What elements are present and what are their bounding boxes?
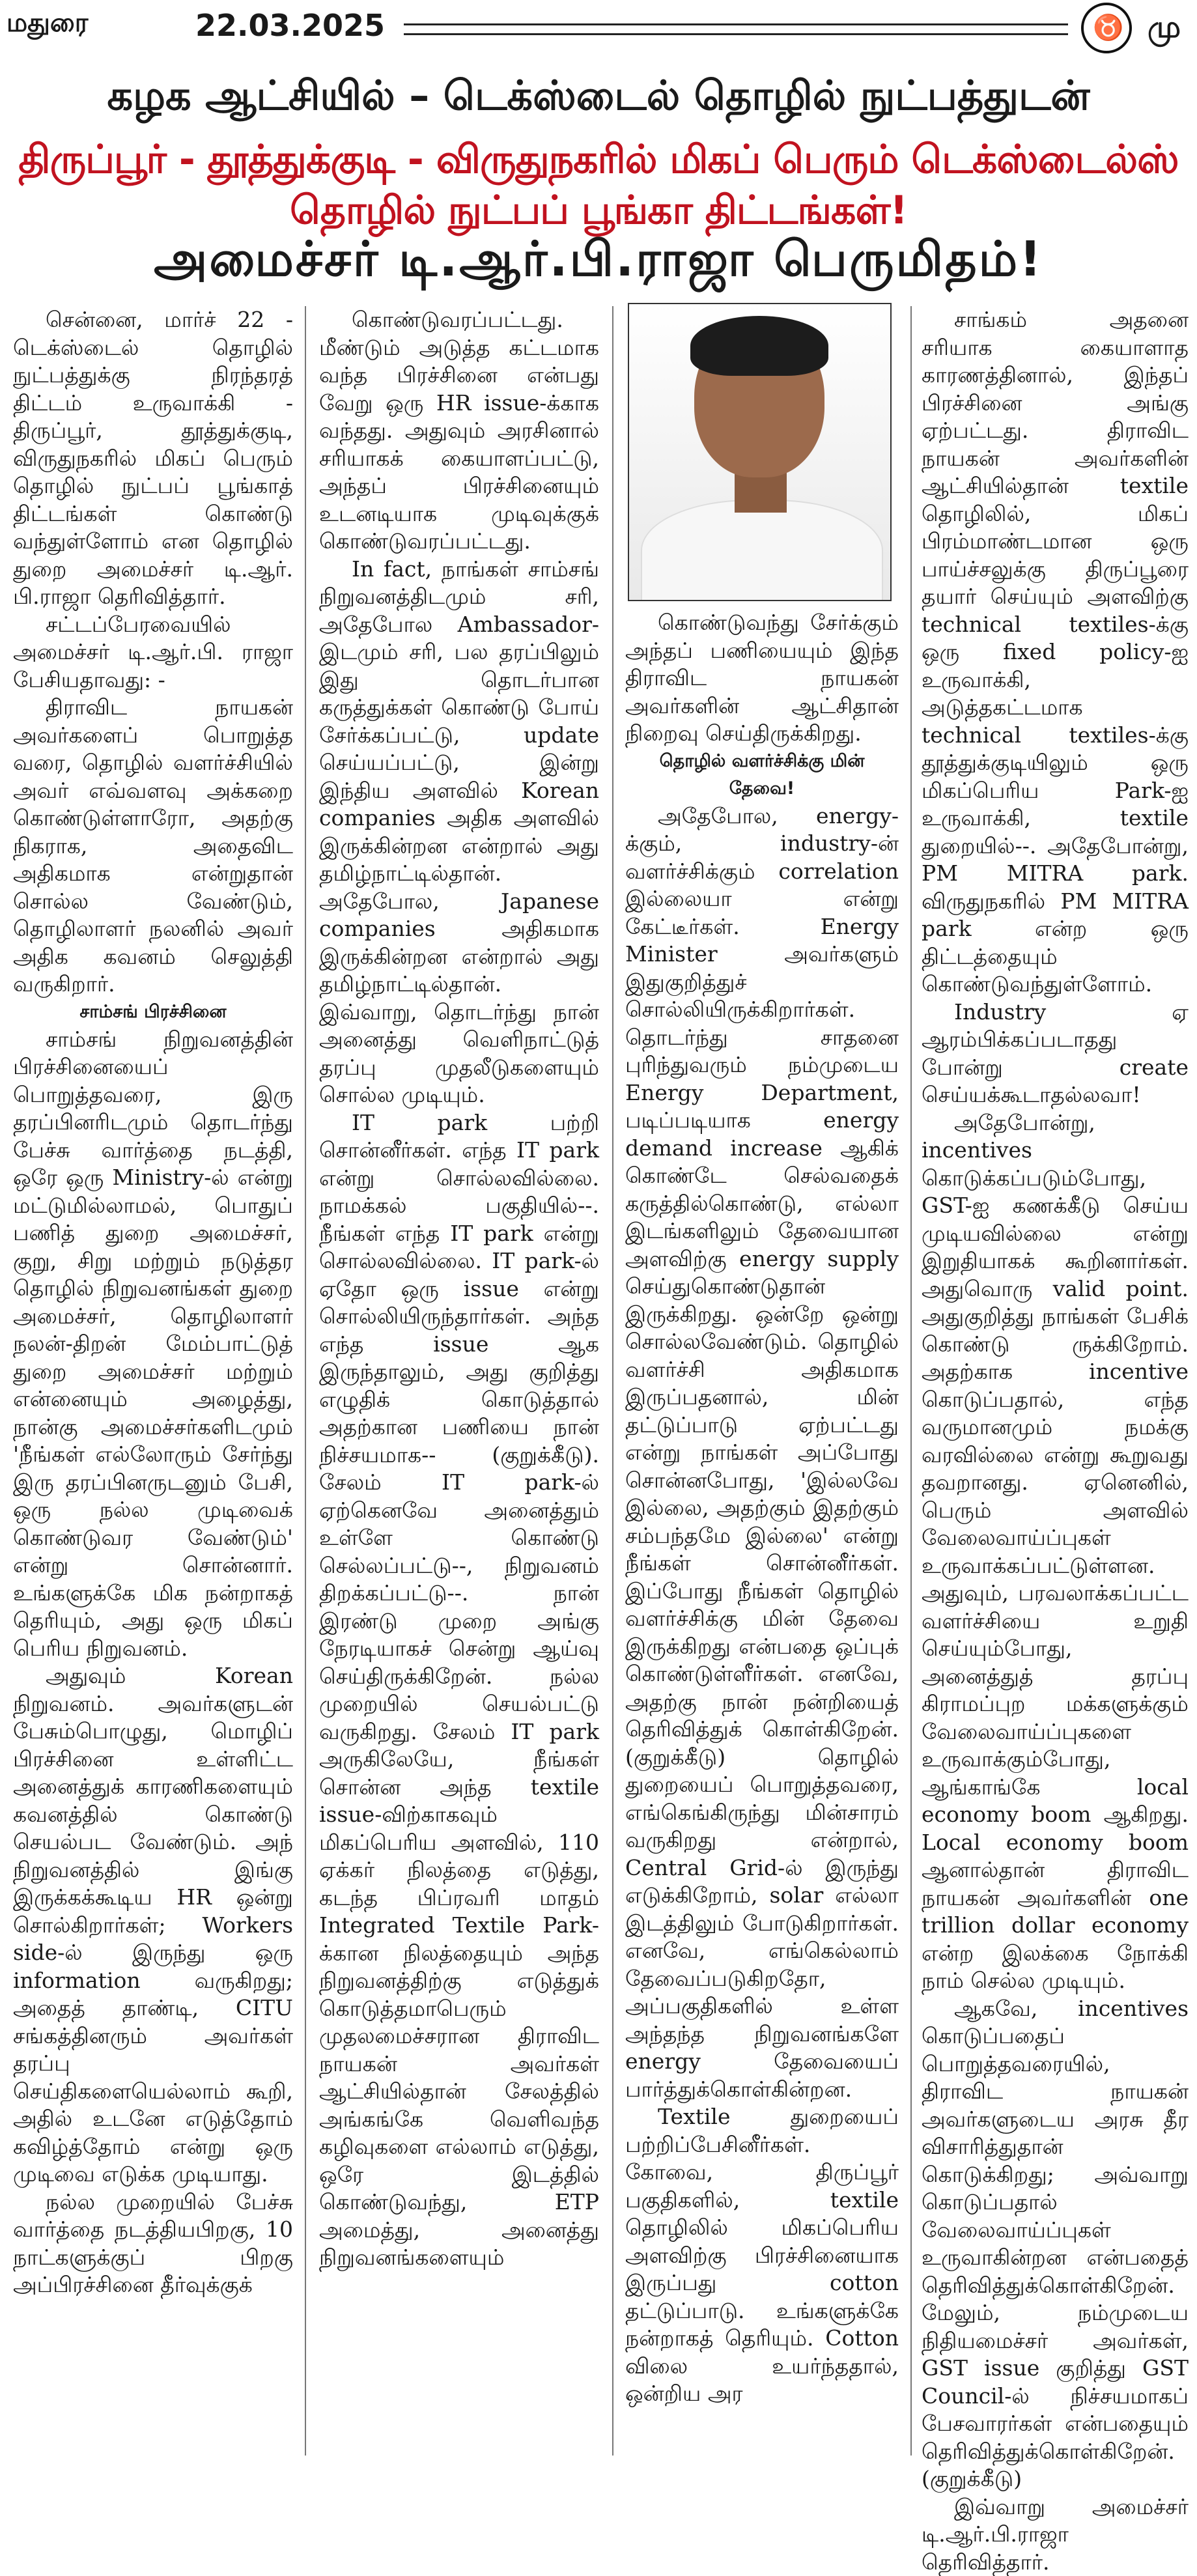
article-column-4 xyxy=(922,306,1189,2576)
paragraph: சாம்சங் நிறுவனத்தின் பிரச்சினையைப் பொறுத்தவரை, இரு தரப்பினரிடமும் தொடர்ந்து பேச்சு வார்த்தை நடத்தி, ஒரே ஒரு Ministry-ல் என்று மட்டுமில்லாமல், பொதுப் பணித் துறை அமைச்சர், குறு, சிறு மற்றும் நடுத்தர தொழில் நிறுவனங்கள் துறை அமைச்சர், தொழிலாளர் நலன்-திறன் மேம்பாட்டுத் துறை அமைச்சர் மற்றும் என்னையும் அழைத்து, நான்கு அமைச்சர்களிடமும் 'நீங்கள் எல்லோரும் சேர்ந்து இரு தரப்பினருடனும் பேசி, ஒரு நல்ல முடிவைக் கொண்டுவர வேண்டும்' என்று சொன்னார். உங்களுக்கே மிக நன்றாகத் தெரியும், அது ஒரு மிகப் பெரிய நிறுவனம். xyxy=(13,1026,293,1663)
headline-main: திருப்பூர் - தூத்துக்குடி - விருதுநகரில் மிகப் பெரும் டெக்ஸ்டைல்ஸ் தொழில் நுட்பப் பூங்கா திட்டங்கள்! xyxy=(5,137,1192,238)
masthead-city: மதுரை xyxy=(7,8,88,41)
paragraph: கொண்டுவரப்பட்டது. மீண்டும் அடுத்த கட்டமாக வந்த பிரச்சினை என்பது வேறு ஒரு HR issue-க்காக வந்தது. அதுவும் அரசினால் சரியாகக் கையாளப்பட்டு, அந்தப் பிரச்சினையும் உடனடியாக முடிவுக்குக் கொண்டுவரப்பட்டது. xyxy=(319,306,599,556)
paragraph: அதேபோல, energy-க்கும், industry-ன் வளர்ச்சிக்கும் correlation இல்லையா என்று கேட்டீர்கள். Energy Minister அவர்களும் இதுகுறித்துச் சொல்லியிருக்கிறார்கள். தொடர்ந்து சாதனை புரிந்துவரும் நம்முடைய Energy Department, படிப்படியாக energy demand increase ஆகிக் கொண்டே செல்வதைக் கருத்தில்கொண்டு, எல்லா இடங்களிலும் தேவையான அளவிற்கு energy supply செய்துகொண்டுதான் இருக்கிறது. ஒன்றே ஒன்று சொல்லவேண்டும். தொழில் வளர்ச்சி அதிகமாக இருப்பதனால், மின் தட்டுப்பாடு ஏற்பட்டது என்று நாங்கள் அப்போது சொன்னபோது, 'இல்லவே இல்லை, அதற்கும் இதற்கும் சம்பந்தமே இல்லை' என்று நீங்கள் சொன்னீர்கள். இப்போது நீங்கள் தொழில் வளர்ச்சிக்கு மின் தேவை இருக்கிறது என்பதை ஒப்புக் கொண்டுள்ளீர்கள். எனவே, அதற்கு நான் நன்றியைத் தெரிவித்துக் கொள்கிறேன். (குறுக்கீடு) தொழில் துறையைப் பொறுத்தவரை, எங்கெங்கிருந்து மின்சாரம் வருகிறது என்றால், Central Grid-ல் இருந்து எடுக்கிறோம், solar எல்லா இடத்திலும் போடுகிறார்கள். எனவே, எங்கெல்லாம் தேவைப்படுகிறதோ, அப்பகுதிகளில் உள்ள அந்தந்த நிறுவனங்களே energy தேவையைப் பார்த்துக்கொள்கின்றன. xyxy=(625,802,899,2104)
masthead-rule xyxy=(404,23,1068,35)
column-rule xyxy=(910,306,912,2456)
minister-photo xyxy=(628,303,892,601)
paragraph: அதேபோன்று, incentives கொடுக்கப்படும்போது, GST-ஐ கணக்கீடு செய்ய முடியவில்லை என்று இறுதியாகக் கூறினார்கள். அதுவொரு valid point. அதுகுறித்து நாங்கள் பேசிக் கொண்டு ருக்கிறோம். அதற்காக incentive கொடுப்பதால், எந்த வருமானமும் நமக்கு வரவில்லை என்று கூறுவது தவறானது. ஏனெனில், பெரும் அளவில் வேலைவாய்ப்புகள் உருவாக்கப்பட்டுள்ளன. அதுவும், பரவலாக்கப்பட்ட வளர்ச்சியை உறுதி செய்யும்போது, அனைத்துத் தரப்பு கிராமப்புற மக்களுக்கும் வேலைவாய்ப்புகளை உருவாக்கும்போது, ஆங்காங்கே local economy boom ஆகிறது. Local economy boom ஆனால்தான் திராவிட நாயகன் அவர்களின் one trillion dollar economy என்ற இலக்கை நோக்கி நாம் செல்ல முடியும். xyxy=(922,1109,1189,1995)
paragraph: சாங்கம் அதனை சரியாக கையாளாத காரணத்தினால், இந்தப் பிரச்சினை அங்கு ஏற்பட்டது. திராவிட நாயகன் அவர்களின் ஆட்சியில்தான் textile தொழிலில், மிகப் பிரம்மாண்டமான ஒரு பாய்ச்சலுக்கு திருப்பூரை தயார் செய்யும் அளவிற்கு technical textiles-க்கு ஒரு fixed policy-ஐ உருவாக்கி, அடுத்தகட்டமாக technical textiles-க்கு தூத்துக்குடியிலும் ஒரு மிகப்பெரிய Park-ஐ உருவாக்கி, textile துறையில்--. அதேபோன்று, PM MITRA park. விருதுநகரில் PM MITRA park என்ற ஒரு திட்டத்தையும் கொண்டுவந்துள்ளோம். xyxy=(922,306,1189,998)
paragraph: Industry ஏ ஆரம்பிக்கப்படாதது போன்று create செய்யக்கூடாதல்லவா! xyxy=(922,998,1189,1109)
paragraph: கொண்டுவந்து சேர்க்கும் அந்தப் பணியையும் இந்த திராவிட நாயகன் அவர்களின் ஆட்சிதான் நிறைவு செய்திருக்கிறது. xyxy=(625,609,899,748)
article-column-1 xyxy=(13,306,293,2299)
masthead-date: 22.03.2025 xyxy=(195,8,385,43)
subheading: சாம்சங் பிரச்சினை xyxy=(13,998,293,1026)
bull-icon: ♉ xyxy=(1093,13,1123,42)
column-rule xyxy=(305,306,306,2456)
paragraph: IT park பற்றி சொன்னீர்கள். எந்த IT park என்று சொல்லவில்லை. நாமக்கல் பகுதியில்--. நீங்கள் எந்த IT park என்று சொல்லவில்லை. IT park-ல் ஏதோ ஒரு issue என்று சொல்லியிருந்தார்கள். அந்த எந்த issue ஆக இருந்தாலும், அது குறித்து எழுதிக் கொடுத்தால் அதற்கான பணியை நான் நிச்சயமாக-- (குறுக்கீடு). சேலம் IT park-ல் ஏற்கெனவே அனைத்தும் உள்ளே கொண்டு செல்லப்பட்டு--, நிறுவனம் திறக்கப்பட்டு--. நான் இரண்டு முறை அங்கு நேரடியாகச் சென்று ஆய்வு செய்திருக்கிறேன். நல்ல முறையில் செயல்பட்டு வருகிறது. சேலம் IT park அருகிலேயே, நீங்கள் சொன்ன அந்த textile issue-விற்காகவும் மிகப்பெரிய அளவில், 110 ஏக்கர் நிலத்தை எடுத்து, கடந்த பிப்ரவரி மாதம் Integrated Textile Park-க்கான நிலத்தையும் அந்த நிறுவனத்திற்கு எடுத்துக் கொடுத்தமாபெரும் முதலமைச்சரான திராவிட நாயகன் அவர்கள் ஆட்சியில்தான் சேலத்தில் அங்கங்கே வெளிவந்த கழிவுகளை எல்லாம் எடுத்து, ஒரே இடத்தில் கொண்டுவந்து, ETP அமைத்து, அனைத்து நிறுவனங்களையும் xyxy=(319,1109,599,2272)
paragraph: நல்ல முறையில் பேச்சு வார்த்தை நடத்தியபிறகு, 10 நாட்களுக்குப் பிறகு அப்பிரச்சினை தீர்வுக்குக் xyxy=(13,2188,293,2299)
photo-shirt xyxy=(641,500,883,601)
paragraph: ஆகவே, incentives கொடுப்பதைப் பொறுத்தவரையில், திராவிட நாயகன் அவர்களுடைய அரசு தீர விசாரித்துதான் கொடுக்கிறது; அவ்வாறு கொடுப்பதால் வேலைவாய்ப்புகள் உருவாகின்றன என்பதைத் தெரிவித்துக்கொள்கிறேன். மேலும், நம்முடைய நிதியமைச்சர் அவர்கள், GST issue குறித்து GST Council-ல் நிச்சயமாகப் பேசவாரர்கள் என்பதையும் தெரிவித்துக்கொள்கிறேன். (குறுக்கீடு) xyxy=(922,1995,1189,2493)
article-column-2 xyxy=(319,306,599,2272)
photo-hair xyxy=(690,316,828,376)
headline-kicker: கழக ஆட்சியில் – டெக்ஸ்டைல் தொழில் நுட்பத்துடன் xyxy=(0,72,1197,125)
masthead xyxy=(0,0,1197,52)
paragraph: சட்டப்பேரவையில் அமைச்சர் டி.ஆர்.பி. ராஜா பேசியதாவது: - xyxy=(13,611,293,694)
column-rule xyxy=(612,306,613,2456)
paragraph: திராவிட நாயகன் அவர்களைப் பொறுத்த வரை, தொழில் வளர்ச்சியில் அவர் எவ்வளவு அக்கறை கொண்டுள்ளாரோ, அதற்கு நிகராக, அதைவிட அதிகமாக என்றுதான் சொல்ல வேண்டும், தொழிலாளர் நலனில் அவர் அதிக கவனம் செலுத்தி வருகிறார். xyxy=(13,694,293,998)
paragraph: In fact, நாங்கள் சாம்சங் நிறுவனத்திடமும் சரி, அதேபோல Ambassador-இடமும் சரி, பல தரப்பிலும் இது தொடர்பான கருத்துக்கள் கொண்டு போய் சேர்க்கப்பட்டு, update செய்யப்பட்டு, இன்று இந்திய அளவில் Korean companies அதிக அளவில் இருக்கின்றன என்றால் அது தமிழ்நாட்டில்தான். அதேபோல, Japanese companies அதிகமாக இருக்கின்றன என்றால் அது தமிழ்நாட்டில்தான். இவ்வாறு, தொடர்ந்து நான் அனைத்து வெளிநாட்டுத் தரப்பு முதலீடுகளையும் சொல்ல முடியும். xyxy=(319,556,599,1109)
paragraph: சென்னை, மார்ச் 22 - டெக்ஸ்டைல் தொழில் நுட்பத்துக்கு நிரந்தரத் திட்டம் உருவாக்கி - திருப்பூர், தூத்துக்குடி, விருதுநகரில் மிகப் பெரும் தொழில் நுட்பப் பூங்காத் திட்டங்கள் கொண்டு வந்துள்ளோம் என தொழில் துறை அமைச்சர் டி.ஆர். பி.ராஜா தெரிவித்தார். xyxy=(13,306,293,611)
paragraph: இவ்வாறு அமைச்சர் டி.ஆர்.பி.ராஜா தெரிவித்தார். xyxy=(922,2493,1189,2576)
paragraph: அதுவும் Korean நிறுவனம். அவர்களுடன் பேசும்பொழுது, மொழிப் பிரச்சினை உள்ளிட்ட அனைத்துக் காரணிகளையும் கவனத்தில் கொண்டு செயல்பட வேண்டும். அந் நிறுவனத்தில் இங்கு இருக்கக்கூடிய HR ஒன்று சொல்கிறார்கள்; Workers side-ல் இருந்து ஒரு information வருகிறது; அதைத் தாண்டி, CITU சங்கத்தினரும் அவர்கள் தரப்பு செய்திகளையெல்லாம் கூறி, அதில் உடனே எடுத்தோம் கவிழ்த்தோம் என்று ஒரு முடிவை எடுக்க முடியாது. xyxy=(13,1662,293,2188)
headline-deck: அமைச்சர் டி.ஆர்.பி.ராஜா பெருமிதம்! xyxy=(0,231,1197,294)
paragraph: Textile துறையைப் பற்றிப்பேசினீர்கள். கோவை, திருப்பூர் பகுதிகளில், textile தொழிலில் மிகப்பெரிய அளவிற்கு பிரச்சினையாக இருப்பது cotton தட்டுப்பாடு. உங்களுக்கே நன்றாகத் தெரியும். Cotton விலை உயர்ந்ததால், ஒன்றிய அர xyxy=(625,2103,899,2408)
newspaper-logo xyxy=(1081,3,1132,53)
masthead-page-char: மு xyxy=(1148,9,1181,49)
subheading: தொழில் வளர்ச்சிக்கு மின் தேவை! xyxy=(625,748,899,802)
article-column-3 xyxy=(625,609,899,2408)
